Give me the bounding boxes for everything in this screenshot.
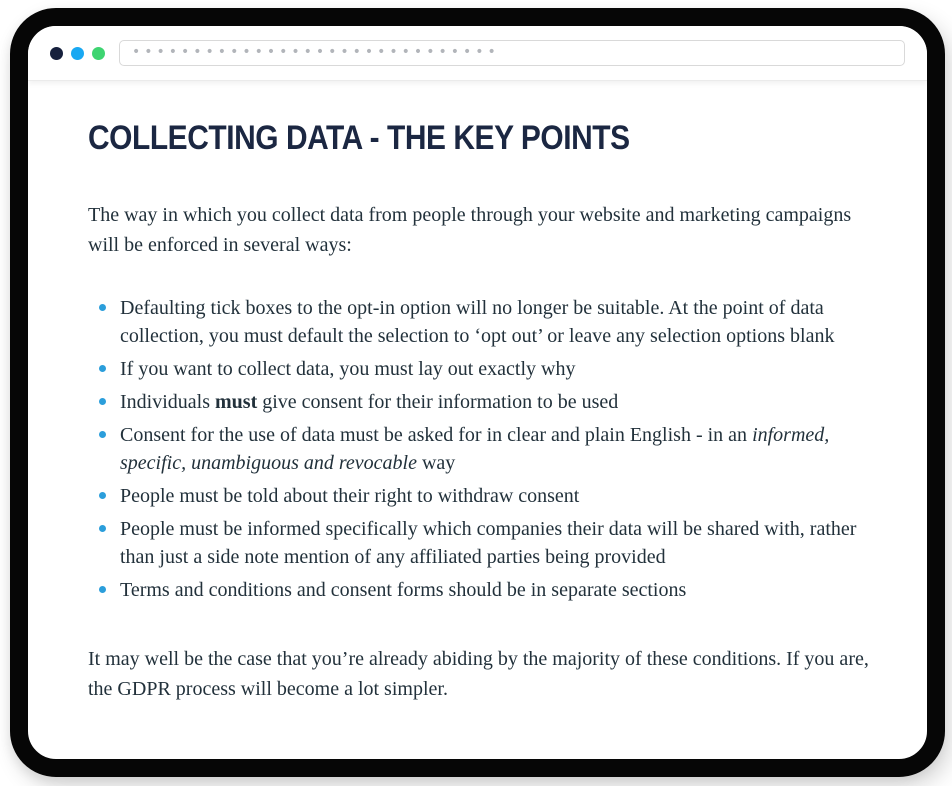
bullet-icon xyxy=(99,492,106,499)
intro-paragraph: The way in which you collect data from people through your website and marketing campaigns will be enforced in several ways: xyxy=(88,204,852,256)
list-item-text: Consent for the use of data must be asked for in clear and plain English - in an xyxy=(120,424,753,446)
window-control-dot-1[interactable] xyxy=(50,47,63,60)
list-item-text: If you want to collect data, you must lay out exactly why xyxy=(120,358,576,380)
page-title: COLLECTING DATA - THE KEY POINTS xyxy=(88,119,630,157)
url-placeholder-dots: •••••••••••••••••••••••••••••• xyxy=(132,44,500,60)
list-item xyxy=(88,421,863,477)
list-item-text: give consent for their information to be used xyxy=(257,391,619,413)
key-points-list xyxy=(88,294,863,604)
list-item xyxy=(88,515,863,571)
list-item xyxy=(88,294,863,350)
list-item-text: informed, specific, unambiguous and revocable xyxy=(120,424,830,474)
bullet-icon xyxy=(99,431,106,438)
url-bar[interactable] xyxy=(119,40,905,66)
bullet-icon xyxy=(99,365,106,372)
list-item xyxy=(88,388,863,416)
list-item-text: Individuals xyxy=(120,391,215,413)
list-item-text: Terms and conditions and consent forms should be in separate sections xyxy=(120,579,687,601)
list-item-text: Defaulting tick boxes to the opt-in option will no longer be suitable. At the point of data collection, you must default the selection to ‘opt out’ or leave any selection options blank xyxy=(120,297,835,347)
window-controls xyxy=(50,47,105,60)
outro-paragraph: It may well be the case that you’re already abiding by the majority of these conditions. If you are, the GDPR process will become a lot simpler. xyxy=(88,648,869,700)
bullet-icon xyxy=(99,398,106,405)
bullet-icon xyxy=(99,525,106,532)
window-control-dot-3[interactable] xyxy=(92,47,105,60)
list-item-text: People must be informed specifically which companies their data will be shared with, rather than just a side note mention of any affiliated parties being provided xyxy=(120,518,857,568)
list-item-text: must xyxy=(215,391,258,413)
list-item xyxy=(88,576,863,604)
list-item xyxy=(88,482,863,510)
browser-topbar xyxy=(28,26,927,81)
window-control-dot-2[interactable] xyxy=(71,47,84,60)
browser-window xyxy=(10,8,945,777)
document-content xyxy=(28,81,927,704)
list-item-text: People must be told about their right to withdraw consent xyxy=(120,485,580,507)
bullet-icon xyxy=(99,304,106,311)
list-item-text: way xyxy=(416,452,456,474)
list-item xyxy=(88,355,863,383)
bullet-icon xyxy=(99,586,106,593)
